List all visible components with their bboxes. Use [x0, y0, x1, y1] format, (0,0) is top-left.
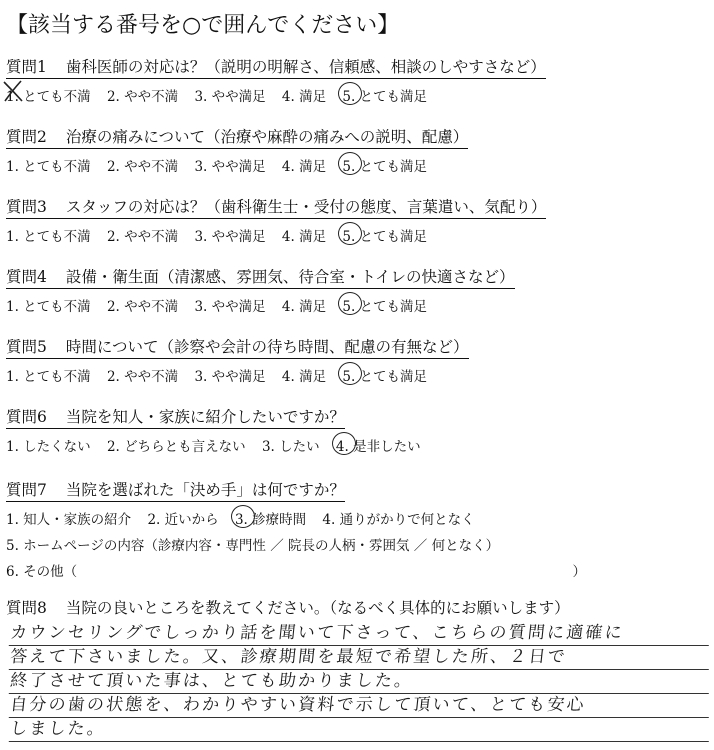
- option-label: 1. とても不満: [6, 159, 91, 175]
- option-row: [6, 225, 546, 245]
- option-label: 4. 満足: [281, 369, 327, 385]
- option-label: 2. やや不満: [106, 299, 179, 315]
- option-5[interactable]: [342, 295, 427, 315]
- option-4[interactable]: [282, 155, 326, 175]
- question-text: 当院の良いところを教えてください。（なるべく具体的にお願いします）: [65, 599, 570, 617]
- option-3[interactable]: [194, 365, 265, 385]
- option-3[interactable]: [194, 85, 265, 105]
- question-text: 設備・衛生面（清潔感、雰囲気、待合室・トイレの快適さなど）: [65, 268, 515, 286]
- handwritten-line: 自分の歯の状態を、わかりやすい資料で示して頂いて、とても安心: [9, 694, 712, 718]
- option-label: 1. したくない: [6, 439, 91, 455]
- option-row: [6, 295, 515, 315]
- cross-mark-icon: [2, 79, 24, 103]
- option-row: [6, 155, 468, 175]
- option-label: 2. 近いから: [147, 512, 219, 528]
- option-2[interactable]: [107, 435, 246, 455]
- handwritten-line: 終了させて頂いた事は、とても助かりました。: [9, 670, 712, 694]
- handwritten-line: カウンセリングでしっかり話を聞いて下さって、こちらの質問に適確に: [9, 622, 712, 646]
- question-header: [6, 335, 469, 359]
- handwritten-answer: [10, 622, 710, 742]
- page-title: 【該当する番号を○で囲んでください】: [6, 13, 400, 38]
- option-2[interactable]: [107, 225, 178, 245]
- option-2[interactable]: [107, 365, 178, 385]
- question-label: 質問7: [6, 481, 47, 499]
- handwritten-line: しました。: [9, 718, 712, 742]
- option-label: 5. とても満足: [342, 229, 428, 245]
- question-header: [6, 478, 345, 502]
- option-4[interactable]: [322, 508, 474, 528]
- question-label: 質問1: [6, 58, 47, 76]
- option-label: 5. とても満足: [342, 299, 428, 315]
- option-2[interactable]: [107, 155, 178, 175]
- option-label: 3. 診療時間: [234, 512, 307, 528]
- option-label: 2. やや不満: [106, 159, 179, 175]
- option-3[interactable]: [194, 225, 265, 245]
- option-2[interactable]: [147, 508, 218, 528]
- question-label: 質問5: [6, 338, 47, 356]
- question-label: 質問8: [6, 599, 47, 617]
- option-5[interactable]: [6, 534, 586, 554]
- question-1: [6, 55, 546, 105]
- question-header: [6, 55, 546, 79]
- option-4[interactable]: [282, 295, 326, 315]
- question-text: 歯科医師の対応は？（説明の明解さ、信頼感、相談のしやすさなど）: [65, 58, 546, 76]
- option-4[interactable]: [282, 85, 326, 105]
- question-7: [6, 478, 586, 580]
- option-label: 3. やや満足: [194, 229, 266, 245]
- option-1[interactable]: [6, 155, 91, 175]
- selected-circle-icon: [332, 432, 356, 455]
- option-1[interactable]: [6, 435, 91, 455]
- option-4[interactable]: [282, 365, 326, 385]
- option-label: 5. とても満足: [342, 159, 428, 175]
- option-label: 3. やや満足: [194, 159, 266, 175]
- question-text: スタッフの対応は？（歯科衛生士・受付の態度、言葉遣い、気配り）: [65, 198, 547, 216]
- option-2[interactable]: [107, 85, 178, 105]
- option-3[interactable]: [235, 508, 306, 528]
- question-header: [6, 405, 345, 429]
- option-row: [6, 508, 586, 528]
- option-label: 3. やや満足: [194, 369, 266, 385]
- question-label: 質問4: [6, 268, 47, 286]
- option-label: 2. どちらとも言えない: [106, 439, 246, 455]
- option-label: 4. 通りがかりで何となく: [322, 512, 475, 528]
- option-4[interactable]: [282, 225, 326, 245]
- question-label: 質問6: [6, 408, 47, 426]
- option-label: 5. とても満足: [342, 89, 428, 105]
- option-row: [6, 435, 433, 455]
- option-label: 4. 満足: [281, 89, 327, 105]
- question-2: [6, 125, 468, 175]
- option-1[interactable]: [6, 295, 91, 315]
- option-1[interactable]: [6, 365, 91, 385]
- option-label: 1. とても不満: [6, 369, 91, 385]
- option-label: 2. やや不満: [106, 229, 179, 245]
- option-label: 3. やや満足: [194, 89, 266, 105]
- option-1[interactable]: [6, 508, 131, 528]
- option-label: 1. とても不満: [6, 299, 91, 315]
- question-header: [6, 265, 515, 289]
- handwritten-line: 答えて下さいました。又、診療期間を最短で希望した所、２日で: [9, 646, 712, 670]
- question-header: [6, 125, 468, 149]
- option-label: 6. その他（: [6, 564, 78, 580]
- option-1[interactable]: [6, 225, 91, 245]
- question-6: [6, 405, 433, 455]
- option-label: 4. 是非したい: [335, 439, 421, 455]
- option-label: 3. やや満足: [194, 299, 266, 315]
- question-label: 質問2: [6, 128, 47, 146]
- question-8: [6, 596, 570, 618]
- option-3[interactable]: [262, 435, 320, 455]
- question-text: 時間について（診察や会計の待ち時間、配慮の有無など）: [65, 338, 469, 356]
- question-text: 治療の痛みについて（治療や麻酔の痛みへの説明、配慮）: [65, 128, 469, 146]
- question-label: 質問3: [6, 198, 47, 216]
- option-label: 5. とても満足: [342, 369, 428, 385]
- question-4: [6, 265, 515, 315]
- option-label: 4. 満足: [281, 159, 327, 175]
- option-label: 2. やや不満: [106, 369, 179, 385]
- option-5[interactable]: [342, 225, 427, 245]
- option-1[interactable]: [6, 85, 91, 105]
- option-3[interactable]: [194, 295, 265, 315]
- option-6[interactable]: [6, 560, 586, 580]
- selected-circle-icon: [231, 505, 255, 528]
- option-label: 5. ホームページの内容（診療内容・専門性 ／ 院長の人柄・雰囲気 ／ 何となく）: [6, 538, 500, 554]
- option-label: 1. とても不満: [6, 229, 91, 245]
- question-text: 当院を選ばれた「決め手」は何ですか？: [65, 481, 345, 499]
- option-label: 2. やや不満: [106, 89, 179, 105]
- option-row: [6, 365, 469, 385]
- question-text: 当院を知人・家族に紹介したいですか？: [65, 408, 345, 426]
- question-3: [6, 195, 546, 245]
- option-5[interactable]: [342, 365, 427, 385]
- option-row: [6, 85, 546, 105]
- option-label: 3. したい: [261, 439, 320, 455]
- option-4[interactable]: [336, 435, 421, 455]
- option-5[interactable]: [342, 155, 427, 175]
- option-label: 1. とても不満: [6, 89, 91, 105]
- question-header: [6, 195, 546, 219]
- option-label: 4. 満足: [281, 299, 327, 315]
- option-3[interactable]: [194, 155, 265, 175]
- question-5: [6, 335, 469, 385]
- option-label: 4. 満足: [281, 229, 327, 245]
- other-close-paren: ）: [572, 564, 586, 580]
- option-label: 1. 知人・家族の紹介: [6, 512, 132, 528]
- option-5[interactable]: [342, 85, 427, 105]
- option-2[interactable]: [107, 295, 178, 315]
